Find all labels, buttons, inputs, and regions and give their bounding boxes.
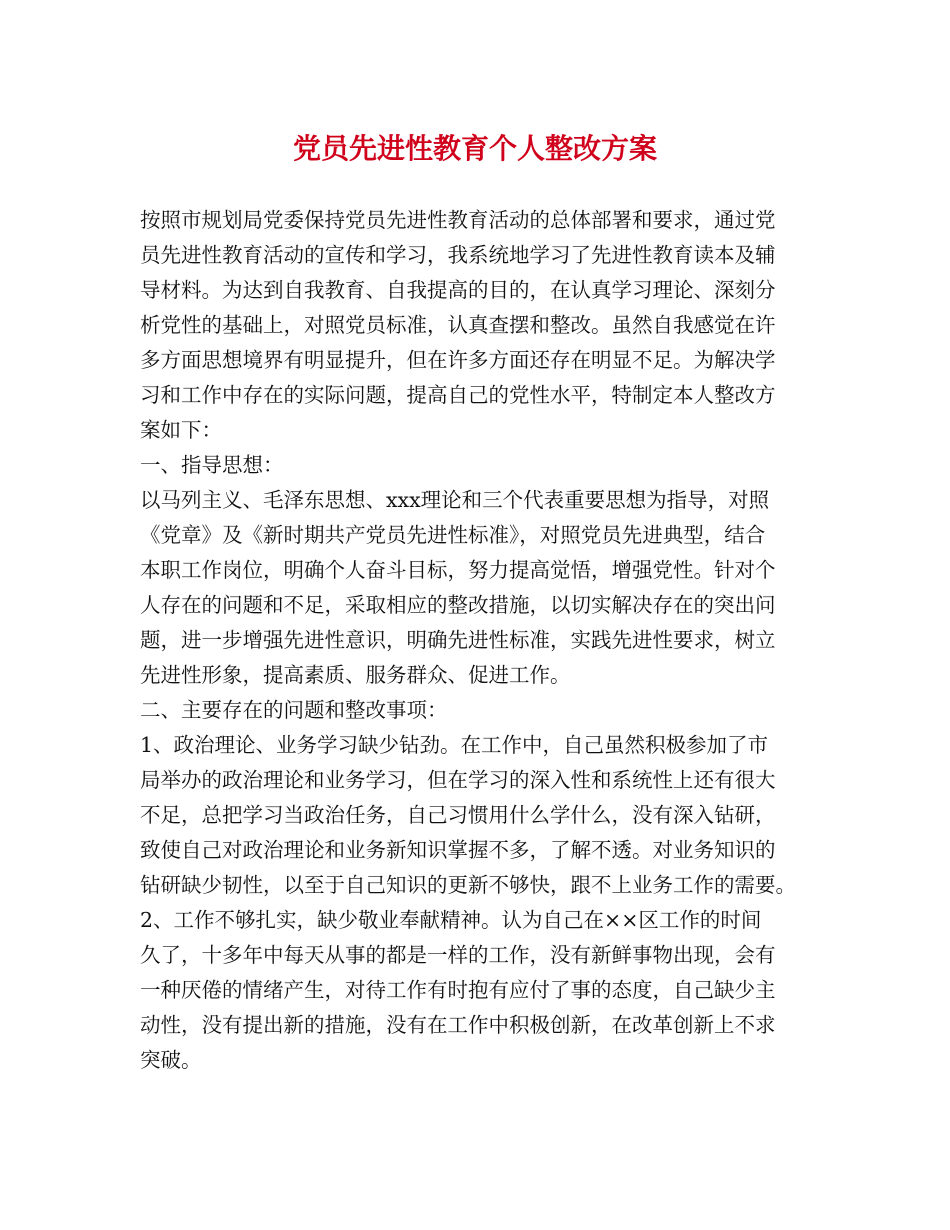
text-line: 局举办的政治理论和业务学习，但在学习的深入性和系统性上还有很大 [140,768,776,792]
text-line: 题，进一步增强先进性意识，明确先进性标准，实践先进性要求，树立 [140,628,776,652]
section-heading-main-problems: 二、主要存在的问题和整改事项： [140,698,448,722]
text-line: 习和工作中存在的实际问题，提高自己的党性水平，特制定本人整改方 [140,383,776,407]
text-line: 久了，十多年中每天从事的都是一样的工作，没有新鲜事物出现，会有 [140,943,776,967]
text-line: 突破。 [140,1048,202,1072]
text-line: 《党章》及《新时期共产党员先进性标准》，对照党员先进典型，结合 [140,523,766,547]
text-line: 导材料。为达到自我教育、自我提高的目的，在认真学习理论、深刻分 [140,278,776,302]
text-line: 析党性的基础上，对照党员标准，认真查摆和整改。虽然自我感觉在许 [140,313,776,337]
text-line: 不足，总把学习当政治任务，自己习惯用什么学什么，没有深入钻研， [140,803,776,827]
text-line: 多方面思想境界有明显提升，但在许多方面还存在明显不足。为解决学 [140,348,776,372]
text-line: 按照市规划局党委保持党员先进性教育活动的总体部署和要求，通过党 [140,208,776,232]
text-line: 致使自己对政治理论和业务新知识掌握不多，了解不透。对业务知识的 [140,838,776,862]
text-line: 1、政治理论、业务学习缺少钻劲。在工作中，自己虽然积极参加了市 [140,733,769,757]
text-line: 2、工作不够扎实，缺少敬业奉献精神。认为自己在××区工作的时间 [140,908,762,932]
text-line: 一种厌倦的情绪产生，对待工作有时抱有应付了事的态度，自己缺少主 [140,978,776,1002]
text-line: 员先进性教育活动的宣传和学习，我系统地学习了先进性教育读本及辅 [140,243,776,267]
text-line: 钻研缺少韧性，以至于自己知识的更新不够快，跟不上业务工作的需要。 [140,873,796,897]
text-line: 案如下： [140,418,222,442]
text-line: 本职工作岗位，明确个人奋斗目标，努力提高觉悟，增强党性。针对个 [140,558,776,582]
document-body [140,203,830,1078]
text-line: 先进性形象，提高素质、服务群众、促进工作。 [140,663,571,687]
text-line: 动性，没有提出新的措施，没有在工作中积极创新，在改革创新上不求 [140,1013,776,1037]
section-heading-guiding-thought: 一、指导思想： [140,453,284,477]
text-line: 以马列主义、毛泽东思想、xxx理论和三个代表重要思想为指导，对照 [140,488,770,512]
text-line: 人存在的问题和不足，采取相应的整改措施，以切实解决存在的突出问 [140,593,776,617]
document-title: 党员先进性教育个人整改方案 [292,132,657,165]
